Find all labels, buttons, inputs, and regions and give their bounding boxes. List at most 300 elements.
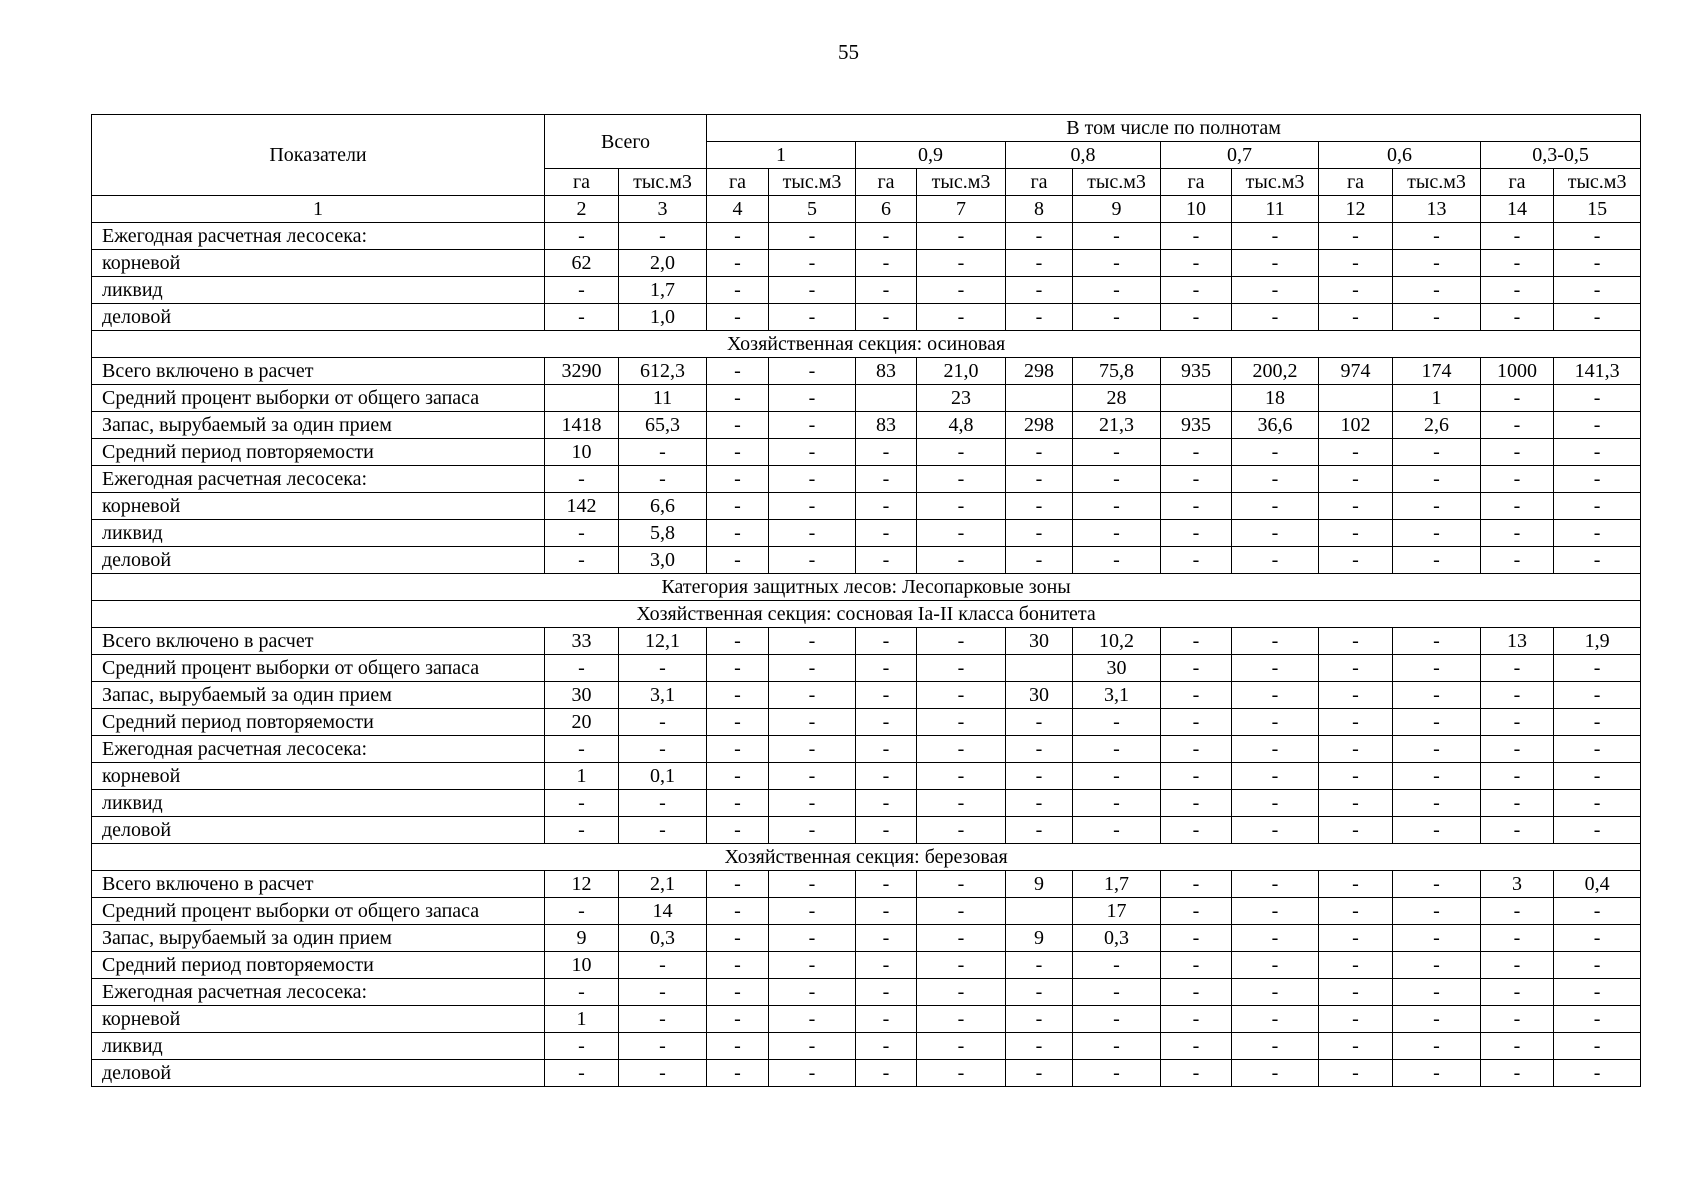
table-cell: - — [1481, 304, 1554, 331]
table-cell: - — [1232, 304, 1319, 331]
table-cell: - — [707, 1033, 769, 1060]
table-cell: - — [545, 736, 619, 763]
table-cell: - — [1481, 925, 1554, 952]
table-cell: 20 — [545, 709, 619, 736]
header-unit: тыс.м3 — [619, 169, 707, 196]
table-cell: - — [917, 439, 1006, 466]
table-cell: - — [1232, 1060, 1319, 1087]
table-cell: - — [707, 520, 769, 547]
table-cell: 9 — [1006, 871, 1073, 898]
table-cell: - — [769, 1060, 856, 1087]
table-cell: - — [769, 466, 856, 493]
table-cell: - — [917, 790, 1006, 817]
table-cell: - — [707, 979, 769, 1006]
table-cell: - — [1481, 790, 1554, 817]
table-cell: - — [1319, 709, 1393, 736]
table-cell: - — [1393, 952, 1481, 979]
table-cell: - — [856, 736, 917, 763]
table-cell: - — [619, 1060, 707, 1087]
table-cell: - — [545, 790, 619, 817]
table-cell: - — [1554, 925, 1641, 952]
row-label: Запас, вырубаемый за один прием — [92, 682, 545, 709]
header-unit: га — [1319, 169, 1393, 196]
table-cell: - — [769, 709, 856, 736]
table-cell: - — [545, 547, 619, 574]
table-cell: - — [769, 493, 856, 520]
table-cell: - — [856, 655, 917, 682]
section-row — [92, 844, 1641, 871]
row-label: корневой — [92, 493, 545, 520]
table-cell: - — [1006, 1006, 1073, 1033]
table-cell: 21,0 — [917, 358, 1006, 385]
header-indicators: Показатели — [92, 115, 545, 196]
table-cell: - — [769, 979, 856, 1006]
table-cell: - — [1481, 817, 1554, 844]
table-cell: - — [1481, 979, 1554, 1006]
table-cell: - — [1161, 790, 1232, 817]
table-cell: - — [707, 763, 769, 790]
header-unit: га — [1006, 169, 1073, 196]
table-body — [92, 223, 1641, 1087]
table-row — [92, 898, 1641, 925]
table-cell: - — [856, 817, 917, 844]
table-cell: 17 — [1073, 898, 1161, 925]
table-cell: - — [707, 1006, 769, 1033]
table-cell: - — [1393, 493, 1481, 520]
table-row — [92, 925, 1641, 952]
table-cell: - — [619, 817, 707, 844]
table-cell: - — [1161, 736, 1232, 763]
table-cell: - — [545, 466, 619, 493]
table-cell: - — [707, 655, 769, 682]
table-cell: - — [1232, 979, 1319, 1006]
table-cell: - — [917, 682, 1006, 709]
table-cell: - — [1161, 655, 1232, 682]
row-label: Средний процент выборки от общего запаса — [92, 385, 545, 412]
table-cell: - — [1554, 952, 1641, 979]
table-cell: 1 — [545, 1006, 619, 1033]
table-cell: - — [1481, 412, 1554, 439]
table-cell: - — [1161, 871, 1232, 898]
table-cell: - — [856, 790, 917, 817]
table-cell: - — [1554, 493, 1641, 520]
table-cell: - — [1393, 979, 1481, 1006]
row-label: деловой — [92, 304, 545, 331]
table-cell: - — [1319, 1033, 1393, 1060]
table-cell: - — [1006, 979, 1073, 1006]
table-cell: - — [856, 493, 917, 520]
table-cell: 1,7 — [1073, 871, 1161, 898]
table-cell: - — [1073, 1006, 1161, 1033]
table-cell: - — [1232, 250, 1319, 277]
table-cell: - — [1319, 628, 1393, 655]
row-label: корневой — [92, 1006, 545, 1033]
row-label: Ежегодная расчетная лесосека: — [92, 466, 545, 493]
table-cell: - — [856, 1060, 917, 1087]
table-cell — [1319, 385, 1393, 412]
table-cell: - — [1481, 1033, 1554, 1060]
table-cell: - — [917, 1060, 1006, 1087]
header-unit: тыс.м3 — [1073, 169, 1161, 196]
header-density: 0,7 — [1161, 142, 1319, 169]
table-cell: - — [856, 952, 917, 979]
table-cell: - — [1161, 250, 1232, 277]
table-cell: - — [1232, 952, 1319, 979]
table-cell: - — [1481, 709, 1554, 736]
table-cell: - — [856, 871, 917, 898]
table-cell: - — [1161, 763, 1232, 790]
table-cell: - — [1393, 628, 1481, 655]
table-cell: - — [707, 952, 769, 979]
table-cell: - — [856, 682, 917, 709]
table-cell: - — [1393, 304, 1481, 331]
header-unit: тыс.м3 — [917, 169, 1006, 196]
table-cell: - — [619, 223, 707, 250]
table-cell: - — [1006, 223, 1073, 250]
row-label: Всего включено в расчет — [92, 628, 545, 655]
table-cell: - — [1393, 736, 1481, 763]
table-cell: - — [1161, 817, 1232, 844]
row-label: деловой — [92, 1060, 545, 1087]
table-cell: - — [1232, 466, 1319, 493]
table-cell: - — [1006, 736, 1073, 763]
table-cell: - — [856, 547, 917, 574]
page-number: 55 — [838, 40, 859, 64]
table-cell: - — [707, 736, 769, 763]
table-cell: - — [1073, 223, 1161, 250]
table-cell: 2,6 — [1393, 412, 1481, 439]
row-label: Всего включено в расчет — [92, 358, 545, 385]
table-cell: 3 — [1481, 871, 1554, 898]
table-cell: - — [769, 223, 856, 250]
table-cell: - — [1481, 277, 1554, 304]
table-cell: - — [619, 466, 707, 493]
table-cell: - — [1319, 682, 1393, 709]
table-cell: - — [856, 979, 917, 1006]
header-unit: га — [1481, 169, 1554, 196]
table-cell: 21,3 — [1073, 412, 1161, 439]
table-cell: - — [856, 898, 917, 925]
table-cell: - — [619, 1006, 707, 1033]
table-cell: - — [545, 979, 619, 1006]
table-cell: 10 — [545, 952, 619, 979]
table-row — [92, 682, 1641, 709]
table-cell: - — [545, 520, 619, 547]
table-row — [92, 547, 1641, 574]
table-cell: 102 — [1319, 412, 1393, 439]
section-title: Хозяйственная секция: сосновая Iа-II класса бонитета — [92, 601, 1641, 628]
header-unit: га — [856, 169, 917, 196]
table-cell: - — [917, 250, 1006, 277]
table-cell: - — [1393, 790, 1481, 817]
table-cell: - — [769, 358, 856, 385]
table-cell: - — [1006, 790, 1073, 817]
row-label: Средний процент выборки от общего запаса — [92, 898, 545, 925]
table-cell: - — [1319, 223, 1393, 250]
table-cell: - — [619, 736, 707, 763]
table-cell: 12 — [545, 871, 619, 898]
section-row — [92, 574, 1641, 601]
table-cell: - — [545, 304, 619, 331]
table-row — [92, 358, 1641, 385]
table-row — [92, 979, 1641, 1006]
row-label: корневой — [92, 763, 545, 790]
table-cell: - — [1073, 979, 1161, 1006]
row-label: Всего включено в расчет — [92, 871, 545, 898]
table-cell: - — [1161, 304, 1232, 331]
header-unit: га — [707, 169, 769, 196]
table-cell: - — [917, 925, 1006, 952]
table-cell: - — [619, 1033, 707, 1060]
table-cell: 1,7 — [619, 277, 707, 304]
table-cell: - — [1073, 547, 1161, 574]
table-cell: - — [1232, 628, 1319, 655]
table-cell: 1,0 — [619, 304, 707, 331]
table-cell: - — [856, 250, 917, 277]
table-cell: - — [1161, 439, 1232, 466]
table-cell: - — [1232, 547, 1319, 574]
table-cell: - — [707, 304, 769, 331]
table-cell: - — [1319, 277, 1393, 304]
table-cell: 298 — [1006, 358, 1073, 385]
table-cell: - — [619, 790, 707, 817]
table-cell: - — [707, 250, 769, 277]
table-cell: - — [1554, 385, 1641, 412]
table-cell: - — [1006, 817, 1073, 844]
row-label: Запас, вырубаемый за один прием — [92, 412, 545, 439]
table-cell: - — [1393, 547, 1481, 574]
row-label: Средний период повторяемости — [92, 439, 545, 466]
table-cell: - — [769, 1033, 856, 1060]
column-number: 6 — [856, 196, 917, 223]
table-cell: - — [769, 898, 856, 925]
row-label: деловой — [92, 547, 545, 574]
table-row — [92, 817, 1641, 844]
header-density: 0,9 — [856, 142, 1006, 169]
table-cell: - — [1554, 709, 1641, 736]
table-cell: - — [1073, 1060, 1161, 1087]
table-cell: - — [769, 439, 856, 466]
table-cell: - — [619, 655, 707, 682]
row-label: Средний период повторяемости — [92, 952, 545, 979]
table-cell: - — [1073, 790, 1161, 817]
column-number: 9 — [1073, 196, 1161, 223]
table-cell: - — [545, 277, 619, 304]
header-by-density: В том числе по полнотам — [707, 115, 1641, 142]
table-cell: - — [769, 520, 856, 547]
table-header — [92, 115, 1641, 223]
table-cell: - — [917, 628, 1006, 655]
table-cell: - — [1073, 493, 1161, 520]
table-cell: - — [1481, 682, 1554, 709]
table-cell: - — [1319, 871, 1393, 898]
table-cell: - — [1073, 304, 1161, 331]
row-label: Средний период повторяемости — [92, 709, 545, 736]
table-cell: 65,3 — [619, 412, 707, 439]
table-cell: - — [1319, 547, 1393, 574]
table-cell: - — [1554, 1033, 1641, 1060]
table-cell: - — [917, 655, 1006, 682]
header-density: 1 — [707, 142, 856, 169]
table-cell — [856, 385, 917, 412]
table-cell: - — [1554, 655, 1641, 682]
table-cell: - — [1006, 439, 1073, 466]
table-cell: - — [1554, 817, 1641, 844]
table-row — [92, 1060, 1641, 1087]
table-cell: - — [1161, 466, 1232, 493]
table-cell: - — [545, 898, 619, 925]
table-cell: 974 — [1319, 358, 1393, 385]
table-cell: - — [1006, 1033, 1073, 1060]
table-cell: - — [1481, 250, 1554, 277]
table-cell: - — [856, 1033, 917, 1060]
table-cell — [1161, 385, 1232, 412]
table-cell: 1 — [545, 763, 619, 790]
table-cell: - — [1319, 763, 1393, 790]
table-cell: - — [707, 358, 769, 385]
section-row — [92, 601, 1641, 628]
table-cell: - — [1393, 520, 1481, 547]
table-cell: - — [1481, 520, 1554, 547]
table-cell: - — [769, 412, 856, 439]
table-row — [92, 223, 1641, 250]
table-cell: - — [769, 763, 856, 790]
table-cell: - — [1232, 925, 1319, 952]
column-number: 2 — [545, 196, 619, 223]
table-cell: - — [1232, 736, 1319, 763]
table-row — [92, 1033, 1641, 1060]
table-cell: - — [769, 790, 856, 817]
table-cell: - — [1006, 520, 1073, 547]
table-cell: - — [769, 250, 856, 277]
table-row — [92, 763, 1641, 790]
table-cell: 3290 — [545, 358, 619, 385]
table-cell: - — [1161, 979, 1232, 1006]
table-cell: 10,2 — [1073, 628, 1161, 655]
table-cell: - — [1319, 1006, 1393, 1033]
table-cell: 612,3 — [619, 358, 707, 385]
table-cell: - — [769, 547, 856, 574]
table-cell: 0,3 — [619, 925, 707, 952]
table-cell: 36,6 — [1232, 412, 1319, 439]
table-cell: - — [917, 304, 1006, 331]
row-label: ликвид — [92, 790, 545, 817]
table-cell — [1006, 655, 1073, 682]
table-cell: - — [1319, 466, 1393, 493]
table-cell: 1 — [1393, 385, 1481, 412]
table-cell: 11 — [619, 385, 707, 412]
table-cell: - — [1161, 520, 1232, 547]
row-label: деловой — [92, 817, 545, 844]
table-cell: - — [1161, 277, 1232, 304]
table-cell: - — [545, 1033, 619, 1060]
table-cell: - — [1232, 223, 1319, 250]
table-cell: - — [1232, 1006, 1319, 1033]
table-cell: - — [769, 925, 856, 952]
table-cell: - — [769, 736, 856, 763]
table-cell: - — [856, 439, 917, 466]
table-cell: 5,8 — [619, 520, 707, 547]
table-cell: - — [1393, 1060, 1481, 1087]
section-row — [92, 331, 1641, 358]
table-cell: - — [1161, 682, 1232, 709]
table-cell: - — [1554, 898, 1641, 925]
table-row — [92, 304, 1641, 331]
table-cell: - — [917, 1006, 1006, 1033]
table-cell: - — [1554, 979, 1641, 1006]
table-cell: - — [707, 439, 769, 466]
column-number: 4 — [707, 196, 769, 223]
table-cell: - — [707, 682, 769, 709]
table-cell: - — [1554, 1060, 1641, 1087]
table-cell: - — [707, 493, 769, 520]
table-cell: - — [1481, 493, 1554, 520]
table-cell: - — [707, 817, 769, 844]
header-unit: тыс.м3 — [1554, 169, 1641, 196]
table-cell: - — [1161, 493, 1232, 520]
table-cell: - — [769, 628, 856, 655]
table-cell: - — [1232, 520, 1319, 547]
table-cell: - — [917, 952, 1006, 979]
table-cell: - — [1554, 763, 1641, 790]
section-title: Категория защитных лесов: Лесопарковые зоны — [92, 574, 1641, 601]
table-cell: - — [1319, 979, 1393, 1006]
table-cell: - — [1073, 466, 1161, 493]
header-density: 0,6 — [1319, 142, 1481, 169]
row-label: ликвид — [92, 520, 545, 547]
table-cell: 30 — [1073, 655, 1161, 682]
table-cell: - — [1319, 925, 1393, 952]
table-cell — [1006, 898, 1073, 925]
table-cell: - — [619, 979, 707, 1006]
table-cell: - — [769, 655, 856, 682]
table-cell: - — [1161, 1033, 1232, 1060]
table-cell: - — [1481, 547, 1554, 574]
table-cell: - — [1393, 709, 1481, 736]
table-cell: - — [1073, 736, 1161, 763]
header-unit: га — [545, 169, 619, 196]
table-cell: 10 — [545, 439, 619, 466]
table-cell: - — [1232, 790, 1319, 817]
table-cell: - — [1393, 898, 1481, 925]
table-cell: - — [917, 736, 1006, 763]
column-number: 8 — [1006, 196, 1073, 223]
table-cell: - — [856, 763, 917, 790]
table-cell: - — [707, 790, 769, 817]
table-cell: - — [769, 817, 856, 844]
table-cell: - — [769, 304, 856, 331]
table-cell: 9 — [545, 925, 619, 952]
table-cell: - — [1006, 277, 1073, 304]
table-cell: - — [1232, 898, 1319, 925]
table-row — [92, 412, 1641, 439]
table-cell: 4,8 — [917, 412, 1006, 439]
table-cell: - — [1232, 439, 1319, 466]
table-cell: 2,1 — [619, 871, 707, 898]
table-cell: - — [1554, 277, 1641, 304]
table-cell: - — [1161, 547, 1232, 574]
table-cell: - — [1161, 952, 1232, 979]
row-label: ликвид — [92, 277, 545, 304]
table-cell: - — [1554, 736, 1641, 763]
table-cell: - — [619, 709, 707, 736]
table-cell: - — [1319, 250, 1393, 277]
table-cell: - — [1161, 1006, 1232, 1033]
table-cell: 3,1 — [1073, 682, 1161, 709]
table-cell: - — [707, 898, 769, 925]
table-cell: 13 — [1481, 628, 1554, 655]
table-cell: - — [917, 493, 1006, 520]
